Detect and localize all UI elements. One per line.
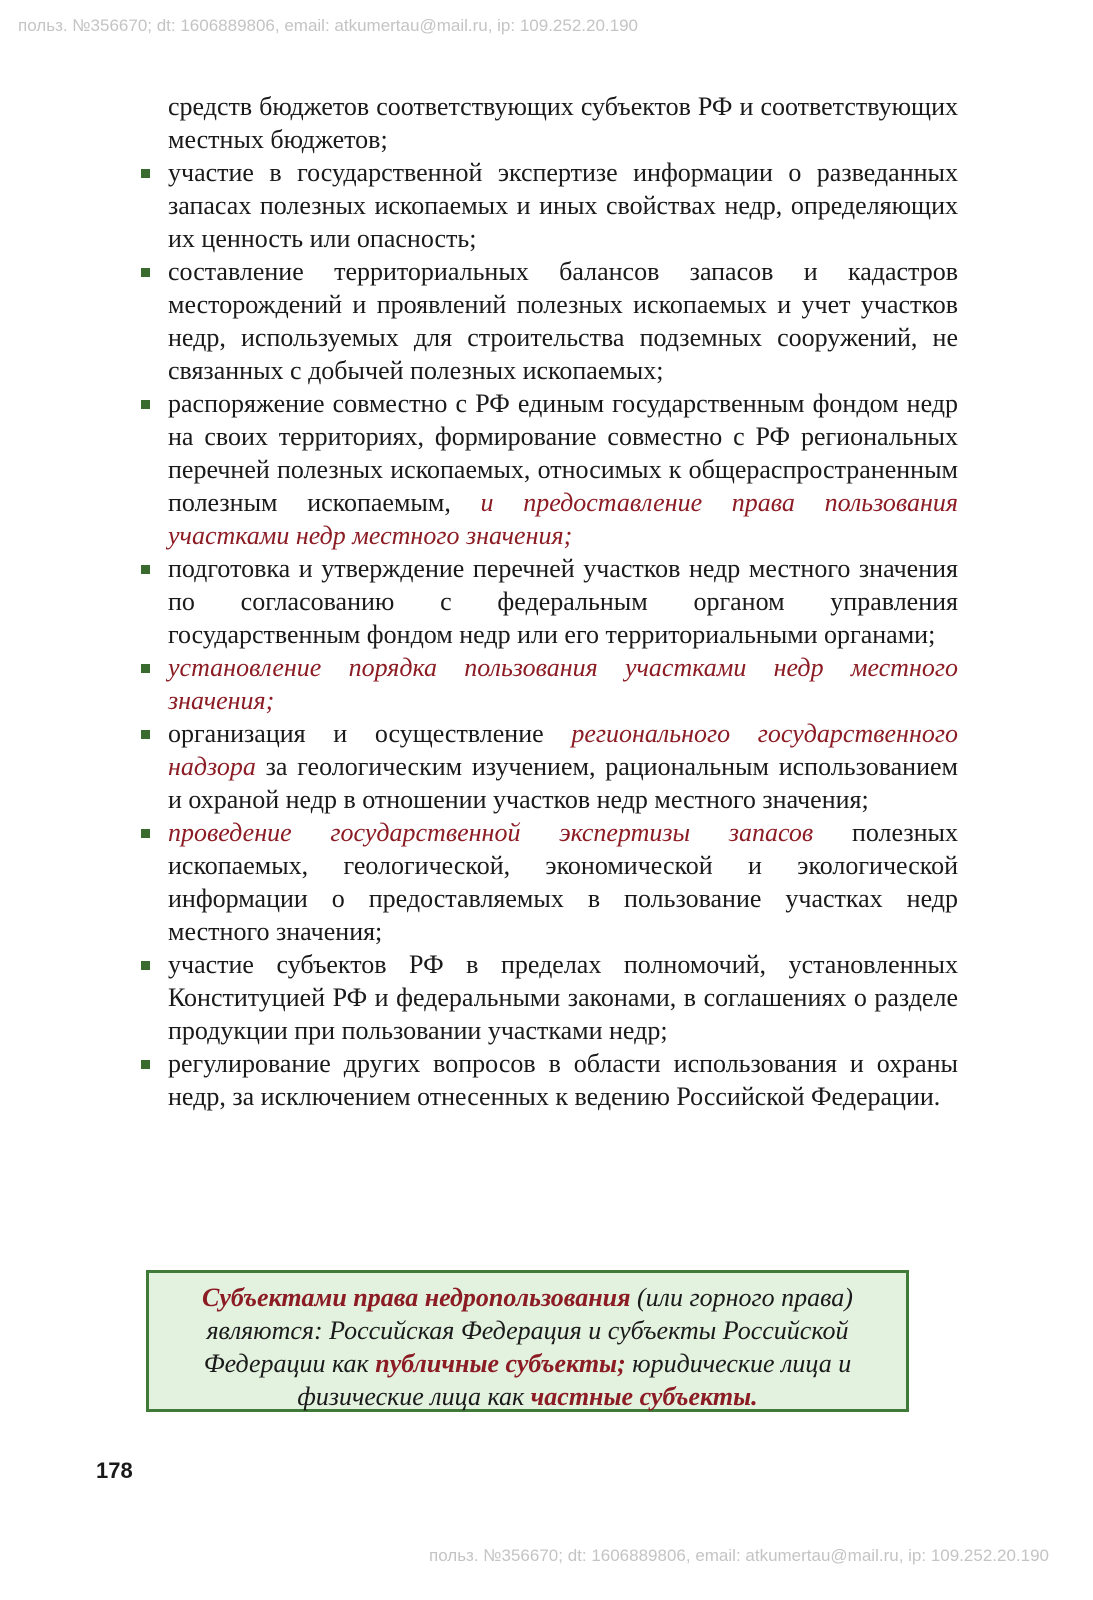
list-item: регулирование других вопросов в области использования и охраны недр, за исключением отнесенных к ведению Российской Федерации. xyxy=(138,1047,958,1113)
list-item: участие субъектов РФ в пределах полномочий, установленных Конституцией РФ и федеральными законами, в соглашениях о разделе продукции при пользовании участками недр; xyxy=(138,948,958,1047)
emphasis-text: регионального государственного надзора xyxy=(168,719,958,781)
bullet-icon xyxy=(141,268,150,277)
list-item: проведение государственной экспертизы запасов полезных ископаемых, геологической, экономической и экологической информации о предоставляемых в пользование участках недр местного значения; xyxy=(138,816,958,948)
bullet-icon xyxy=(141,565,150,574)
bullet-icon xyxy=(141,169,150,178)
bullet-icon xyxy=(141,664,150,673)
bullet-icon xyxy=(141,961,150,970)
list-item: организация и осуществление регионального государственного надзора за геологическим изучением, рациональным использованием и охраной недр в отношении участков недр местного значения; xyxy=(138,717,958,816)
list-item: распоряжение совместно с РФ единым государственным фондом недр на своих территориях, формирование совместно с РФ региональных перечней полезных ископаемых, относимых к общераспространенным полезным ископаемым, и предоставление права пользования участками недр местного значения; xyxy=(138,387,958,552)
emphasis-text: проведение государственной экспертизы запасов xyxy=(168,818,814,847)
list-item: подготовка и утверждение перечней участков недр местного значения по согласованию с федеральным органом управления государственным фондом недр или его территориальными органами; xyxy=(138,552,958,651)
body-text xyxy=(138,90,958,1113)
bullet-icon xyxy=(141,400,150,409)
watermark-top: польз. №356670; dt: 1606889806, email: atkumertau@mail.ru, ip: 109.252.20.190 xyxy=(18,16,639,35)
emphasis-text: установление порядка пользования участками недр местного значения; xyxy=(168,653,958,715)
bullet-icon xyxy=(141,730,150,739)
list-item: составление территориальных балансов запасов и кадастров месторождений и проявлений полезных ископаемых и учет участков недр, используемых для строительства подземных сооружений, не связанных с добычей полезных ископаемых; xyxy=(138,255,958,387)
bullet-icon xyxy=(141,1060,150,1069)
competence-list xyxy=(138,156,958,1113)
bullet-icon xyxy=(141,829,150,838)
emphasis-text: и предоставление права пользования участками недр местного значения; xyxy=(168,488,959,550)
list-item: участие в государственной экспертизе информации о разведанных запасах полезных ископаемых и иных свойствах недр, определяющих их ценность или опасность; xyxy=(138,156,958,255)
definition-term: Субъектами права недропользования xyxy=(202,1283,631,1312)
list-item xyxy=(138,651,958,717)
watermark-bottom: польз. №356670; dt: 1606889806, email: atkumertau@mail.ru, ip: 109.252.20.190 xyxy=(428,1546,1049,1565)
public-subjects: публичные субъекты; xyxy=(375,1349,626,1378)
private-subjects: частные субъекты. xyxy=(530,1382,758,1411)
page-number: 178 xyxy=(96,1458,133,1483)
definition-box: Субъектами права недропользования (или горного права) являются: Российская Федерация и субъекты Российской Федерации как публичные субъекты; юридические лица и физические лица как частные субъекты. xyxy=(146,1270,909,1412)
continuation-paragraph: средств бюджетов соответствующих субъектов РФ и соответствующих местных бюджетов; xyxy=(168,92,958,154)
